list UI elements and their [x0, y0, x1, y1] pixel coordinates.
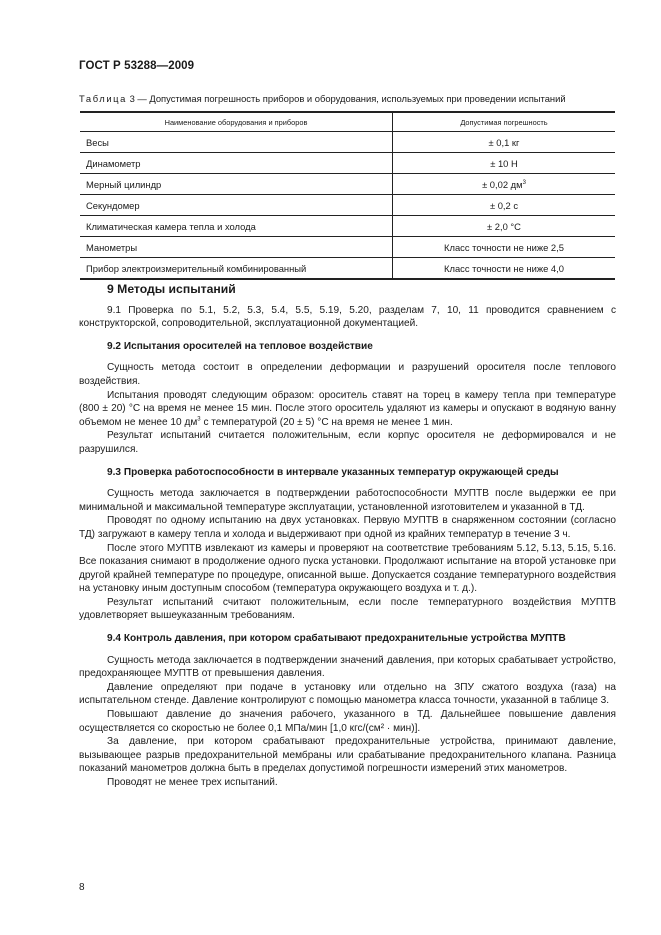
cell-tolerance: ± 0,2 с: [393, 195, 616, 216]
table-row: [80, 216, 615, 237]
page-number: 8: [79, 882, 85, 893]
cell-tolerance: ± 2,0 °С: [393, 216, 616, 237]
cell-tolerance: Класс точности не ниже 4,0: [393, 258, 616, 280]
cell-tolerance: Класс точности не ниже 2,5: [393, 237, 616, 258]
tolerance-value: ± 0,02 дм: [482, 178, 523, 190]
column-header-tolerance: Допустимая погрешность: [393, 112, 616, 132]
paragraph-text: с температурой (20 ± 5) °С на время не менее 1 мин.: [200, 416, 453, 428]
paragraph: 9.1 Проверка по 5.1, 5.2, 5.3, 5.4, 5.5, 5.19, 5.20, разделам 7, 10, 11 проводится сравнением с конструкторской, сопроводительной, эксплуатационной документацией.: [79, 304, 616, 330]
table-header-row: [80, 112, 615, 132]
cell-equipment: Прибор электроизмерительный комбинированный: [80, 258, 393, 280]
paragraph: Сущность метода заключается в подтверждении значений давления, при которых срабатывает устройство, предохраняющее МУПТВ от превышения давления.: [79, 654, 616, 680]
paragraph: [79, 389, 616, 430]
table-row: [80, 132, 615, 153]
subsection-title: 9.2 Испытания оросителей на тепловое воздействие: [107, 340, 373, 352]
cell-equipment: Секундомер: [80, 195, 393, 216]
document-body: [79, 283, 616, 790]
table-row: [80, 153, 615, 174]
cell-equipment: Мерный цилиндр: [80, 174, 393, 195]
cell-equipment: Динамометр: [80, 153, 393, 174]
paragraph-text: Испытания проводят следующим образом: ороситель ставят на торец в камеру тепла при температуре (800 ± 20) °С на время не менее 15 мин. После этого ороситель удаляют из камеры и опускают в водяную ванну объемом не менее 10 дм: [79, 389, 616, 428]
paragraph: Проводят не менее трех испытаний.: [107, 777, 278, 788]
paragraph: Сущность метода заключается в подтверждении работоспособности МУПТВ после выдержки ее при минимальной и максимальной температуре эксплуатации, установленной изготовителем и указанной в ТД.: [79, 488, 616, 513]
paragraph: Результат испытаний считается положительным, если корпус оросителя не деформировался и не разрушился.: [79, 430, 616, 455]
subsection-title: 9.3 Проверка работоспособности в интервале указанных температур окружающей среды: [107, 466, 559, 478]
table-row: [80, 174, 615, 195]
paragraph: После этого МУПТВ извлекают из камеры и проверяют на соответствие требованиям 5.12, 5.13, 5.15, 5.16. Все показания снимают в продолжение одного пуска установки. Продолжают испытание на второй установке при другой крайней температуре по процедуре, описанной выше. Допускается создание температурного воздействия на установку иным доступным способом (температура окружающего воздуха и т. д.).: [79, 542, 616, 595]
tolerance-superscript: 3: [522, 179, 526, 186]
paragraph: Проводят по одному испытанию на двух установках. Первую МУПТВ в снаряженном состоянии (согласно ТД) загружают в камеру тепла и холода и выдерживают при одной из крайних температур в течение 3 ч.: [79, 515, 616, 540]
paragraph: Сущность метода состоит в определении деформации и разрушений оросителя после теплового воздействия.: [79, 362, 616, 387]
table-caption: [79, 93, 619, 104]
table-row: [80, 195, 615, 216]
cell-tolerance: ± 10 Н: [393, 153, 616, 174]
section-title: 9 Методы испытаний: [107, 282, 236, 296]
cell-equipment: Весы: [80, 132, 393, 153]
document-code-header: ГОСТ Р 53288—2009: [79, 60, 195, 72]
paragraph: Давление определяют при подаче в установку или отдельно на ЗПУ сжатого воздуха (газа) на испытательном стенде. Давление контролируют с помощью манометра класса точности, указанной в таблице 3.: [79, 681, 616, 707]
paragraph: Результат испытаний считают положительным, если после температурного воздействия МУПТВ удовлетворяет вышеуказанным требованиям.: [79, 596, 616, 622]
table-row: [80, 237, 615, 258]
paragraph: Повышают давление до значения рабочего, указанного в ТД. Дальнейшее повышение давления осуществляется со скоростью не более 0,1 МПа/мин [1,0 кгс/(см² · мин)].: [79, 709, 616, 734]
table-row: [80, 258, 615, 280]
subsection-title: 9.4 Контроль давления, при котором срабатывают предохранительные устройства МУПТВ: [107, 633, 566, 645]
cell-equipment: Климатическая камера тепла и холода: [80, 216, 393, 237]
tolerance-table: [80, 111, 615, 280]
table-caption-text: 3 — Допустимая погрешность приборов и оборудования, используемых при проведении испытаний: [126, 93, 566, 104]
paragraph: За давление, при котором срабатывают предохранительные устройства, принимают давление, вызывающее разрыв предохранительной мембраны или срабатывание предохранительного клапана. Разница показаний манометров должна быть в пределах допустимой погрешности измерений этих манометров.: [79, 736, 616, 775]
cell-tolerance: [393, 174, 616, 195]
cell-equipment: Манометры: [80, 237, 393, 258]
column-header-equipment: Наименование оборудования и приборов: [80, 112, 393, 132]
table-caption-label: Таблица: [79, 93, 127, 104]
cell-tolerance: ± 0,1 кг: [393, 132, 616, 153]
paragraph-superscript: 3: [197, 416, 201, 423]
